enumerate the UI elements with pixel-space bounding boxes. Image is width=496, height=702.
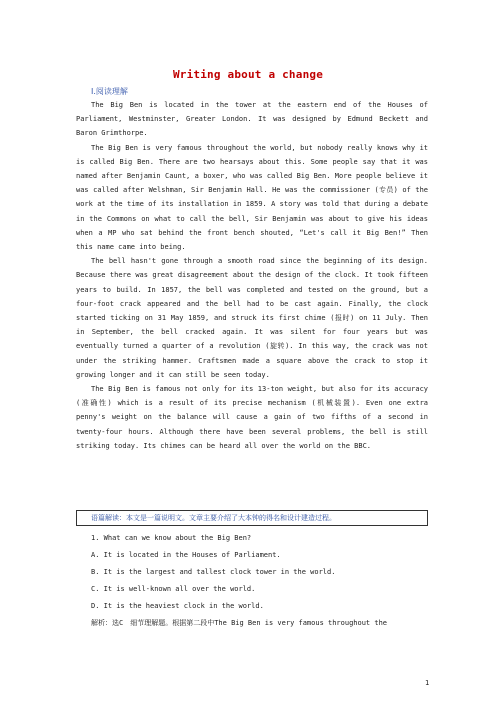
analysis-text: 解析：选C 细节理解题。根据第二段中The Big Ben is very famous throughout the	[91, 619, 388, 627]
option-b: B. It is the largest and tallest clock tower in the world.	[91, 568, 336, 576]
paragraph-1: The Big Ben is located in the tower at the eastern end of the Houses of Parliament, Westminster, Greater London. It was designed by Edmund Beckett and Baron Grimthorpe.	[76, 101, 428, 138]
document-title: Writing about a change	[172, 68, 324, 81]
option-c: C. It is well-known all over the world.	[91, 585, 256, 593]
paragraph-2: The Big Ben is very famous throughout the world, but nobody really knows why it is called Big Ben. There are two hearsays about this. Some people say that it was named after Benjamin Caunt, a boxer, who was called Big Ben. More people believe it was called after Welshman, Sir Benjamin Hall. He was the commissioner (专员) of the work at the time of its installation in 1859. A story was told that during a debate in the Commons on what to call the bell, Sir Benjamin was about to give his ideas when a MP who sat behind the front bench shouted, “Let's call it Big Ben!” Then this name came into being.	[76, 143, 428, 252]
section-label: Ⅰ.阅读理解	[91, 87, 128, 96]
summary-text: 语篇解读：本文是一篇说明文。文章主要介绍了大本钟的得名和设计建造过程。	[91, 514, 336, 522]
summary-box	[76, 510, 428, 526]
page-number: 1	[425, 679, 430, 687]
option-d: D. It is the heaviest clock in the world.	[91, 602, 264, 610]
paragraph-4: The Big Ben is famous not only for its 13-ton weight, but also for its accuracy (准确性) which is a result of its precise mechanism (机械装置). Even one extra penny's weight on the balance will cause a gain of two fifths of a second in twenty-four hours. Although there have been several problems, the bell is still striking today. Its chimes can be heard all over the world on the BBC.	[76, 385, 428, 450]
paragraph-3: The bell hasn't gone through a smooth road since the beginning of its design. Because there was great disagreement about the design of the clock. It took fifteen years to build. In 1857, the bell was completed and tested on the ground, but a four-foot crack appeared and the bell had to be cast again. Finally, the clock started ticking on 31 May 1859, and struck its first chime (报时) on 11 July. Then in September, the bell cracked again. It was silent for four years but was eventually turned a quarter of a revolution (旋转). In this way, the crack was not under the striking hammer. Craftsmen made a square above the crack to stop it growing longer and it can still be seen today.	[76, 257, 428, 379]
question-stem: 1. What can we know about the Big Ben?	[91, 534, 252, 542]
option-a: A. It is located in the Houses of Parliament.	[91, 551, 281, 559]
passage	[76, 98, 428, 453]
